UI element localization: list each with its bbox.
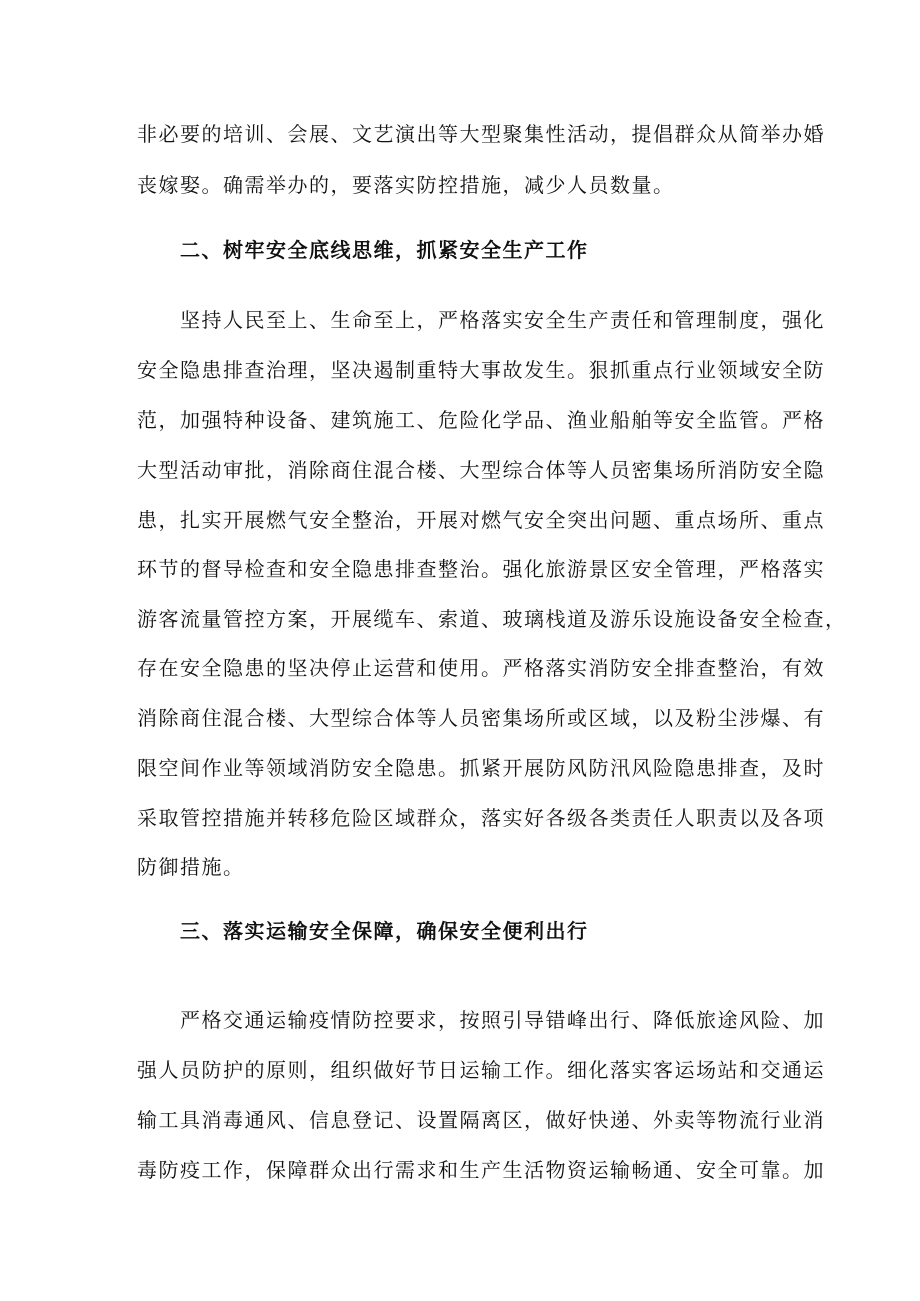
paragraph-line: 患，扎实开展燃气安全整治，开展对燃气安全突出问题、重点场所、重点: [137, 508, 825, 532]
paragraph-line: 范，加强特种设备、建筑施工、危险化学品、渔业船舶等安全监管。严格: [137, 408, 825, 432]
paragraph-line: 消除商住混合楼、大型综合体等人员密集场所或区域，以及粉尘涉爆、有: [137, 706, 825, 730]
paragraph-line: 防御措施。: [137, 855, 245, 879]
paragraph-line: 毒防疫工作，保障群众出行需求和生产生活物资运输畅通、安全可靠。加: [137, 1158, 825, 1182]
paragraph-line: 强人员防护的原则，组织做好节日运输工作。细化落实客运场站和交通运: [137, 1058, 825, 1082]
paragraph-line: 非必要的培训、会展、文艺演出等大型聚集性活动，提倡群众从简举办婚: [137, 122, 825, 146]
paragraph-line: 限空间作业等领域消防安全隐患。抓紧开展防风防汛风险隐患排查，及时: [137, 756, 825, 780]
paragraph-line: 环节的督导检查和安全隐患排查整治。强化旅游景区安全管理，严格落实: [137, 557, 825, 581]
section-heading: 二、树牢安全底线思维，抓紧安全生产工作: [180, 238, 589, 262]
paragraph-line: 丧嫁娶。确需举办的，要落实防控措施，减少人员数量。: [137, 173, 675, 197]
paragraph-line: 严格交通运输疫情防控要求，按照引导错峰出行、降低旅途风险、加: [180, 1008, 825, 1032]
paragraph-line: 游客流量管控方案，开展缆车、索道、玻璃栈道及游乐设施设备安全检查，: [137, 607, 847, 631]
paragraph-line: 采取管控措施并转移危险区域群众，落实好各级各类责任人职责以及各项: [137, 806, 825, 830]
paragraph-line: 坚持人民至上、生命至上，严格落实安全生产责任和管理制度，强化: [180, 308, 825, 332]
paragraph-line: 安全隐患排查治理，坚决遏制重特大事故发生。狠抓重点行业领域安全防: [137, 358, 825, 382]
paragraph-line: 输工具消毒通风、信息登记、设置隔离区，做好快递、外卖等物流行业消: [137, 1108, 825, 1132]
paragraph-line: 大型活动审批，消除商住混合楼、大型综合体等人员密集场所消防安全隐: [137, 458, 825, 482]
section-heading: 三、落实运输安全保障，确保安全便利出行: [180, 919, 589, 943]
paragraph-line: 存在安全隐患的坚决停止运营和使用。严格落实消防安全排查整治，有效: [137, 656, 825, 680]
